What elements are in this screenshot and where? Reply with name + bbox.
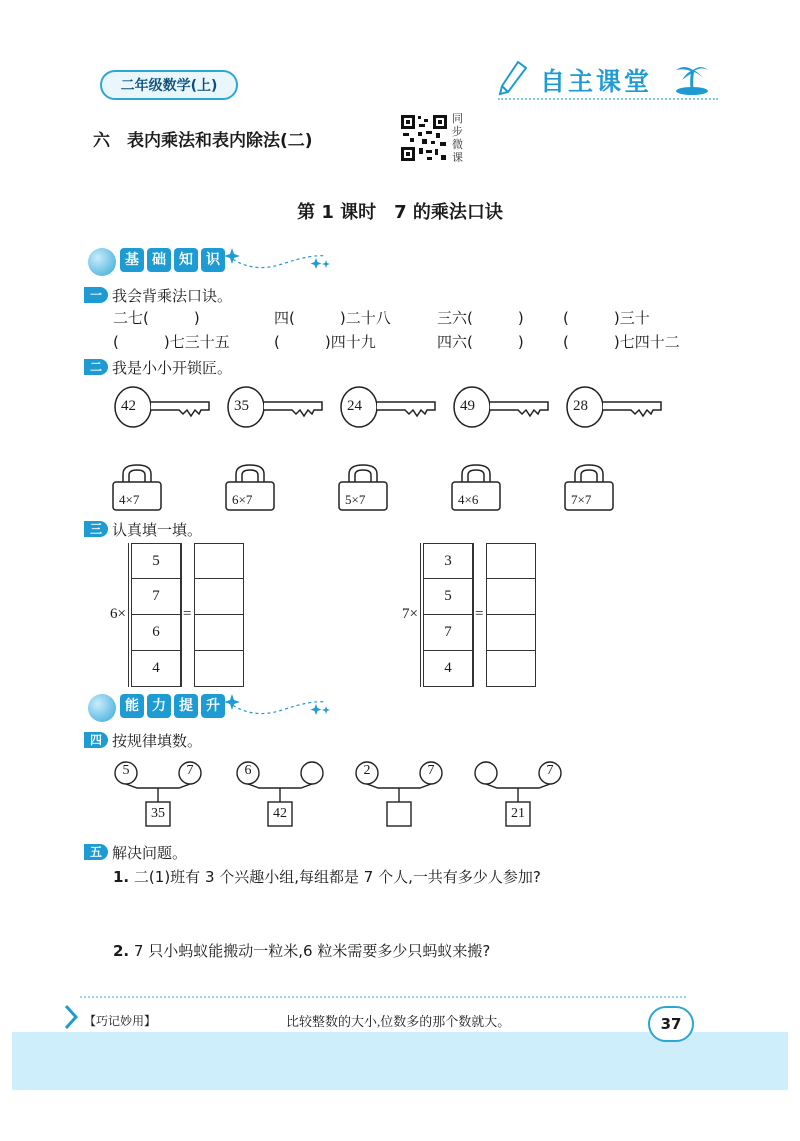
factor-cell: 3 — [423, 543, 473, 579]
footer-divider — [80, 996, 686, 998]
factor-column — [423, 543, 473, 687]
pattern-group — [355, 760, 447, 832]
q1-item[interactable]: ( )三十 — [563, 309, 650, 327]
question-1-header — [84, 284, 232, 306]
banner-char: 基 — [120, 248, 144, 272]
factor-cell: 7 — [131, 579, 181, 615]
answer-cell[interactable] — [486, 543, 536, 579]
factor-column — [131, 543, 181, 687]
answer-cell[interactable] — [194, 615, 244, 651]
pencil-icon — [498, 60, 528, 96]
pattern-group — [474, 760, 566, 832]
q1-item[interactable]: 二七( ) — [113, 309, 200, 327]
question-2-header — [84, 356, 232, 378]
lock-label: 7×7 — [571, 492, 592, 507]
qr-caption-char: 微 — [452, 138, 463, 151]
factor-cell: 4 — [423, 651, 473, 687]
banner-char: 识 — [201, 248, 225, 272]
pattern-number-a[interactable]: 2 — [363, 763, 371, 778]
grade-badge: 二年级数学(上) — [100, 70, 238, 100]
question-title: 我是小小开锁匠。 — [112, 358, 233, 377]
equals-sign: = — [183, 606, 192, 622]
q1-item[interactable]: 三六( ) — [437, 309, 524, 327]
palm-island-icon — [672, 60, 712, 96]
footer-tag: 【巧记妙用】 — [84, 1014, 157, 1028]
question-number: 五 — [84, 844, 108, 860]
sparkle-trail-icon — [222, 244, 334, 276]
pattern-group — [114, 760, 206, 832]
answer-cell[interactable] — [194, 579, 244, 615]
equals-sign: = — [475, 606, 484, 622]
word-problem — [113, 940, 490, 961]
question-title: 我会背乘法口诀。 — [112, 286, 233, 305]
banner-char: 础 — [147, 248, 171, 272]
multiplier-label: 6× — [110, 606, 126, 622]
globe-icon — [88, 248, 116, 276]
pattern-result[interactable]: 21 — [511, 806, 525, 821]
pattern-number-a[interactable]: 6 — [244, 763, 252, 778]
factor-cell: 5 — [131, 543, 181, 579]
q1-item[interactable]: ( )四十九 — [274, 333, 376, 351]
question-title: 解决问题。 — [112, 843, 188, 862]
banner-char: 知 — [174, 248, 198, 272]
factor-cell: 6 — [131, 615, 181, 651]
key-number: 49 — [460, 398, 475, 414]
qr-caption-char: 步 — [452, 125, 463, 138]
section-banner-advance — [88, 694, 228, 724]
question-4-header — [84, 729, 202, 751]
multiplier-label: 7× — [402, 606, 418, 622]
key-number: 24 — [347, 398, 362, 414]
pattern-group — [236, 760, 328, 832]
qr-code-icon[interactable] — [400, 114, 448, 162]
question-number: 一 — [84, 287, 108, 303]
lock-label: 5×7 — [345, 492, 366, 507]
problem-text: 7 只小蚂蚁能搬动一粒米,6 粒米需要多少只蚂蚁来搬? — [133, 942, 491, 960]
question-3-header — [84, 518, 202, 540]
q1-item[interactable]: ( )七三十五 — [113, 333, 230, 351]
footer-tip: 比较整数的大小,位数多的那个数就大。 — [286, 1014, 511, 1029]
lock-label: 4×6 — [458, 492, 479, 507]
unit-title: 六 表内乘法和表内除法(二) — [93, 131, 313, 151]
question-title: 认真填一填。 — [112, 520, 203, 539]
q1-item[interactable]: 四( )二十八 — [274, 309, 391, 327]
problem-number: 1. — [113, 868, 130, 886]
header-divider — [498, 98, 718, 100]
answer-cell[interactable] — [486, 615, 536, 651]
pattern-number-b[interactable]: 7 — [186, 763, 194, 778]
answer-cell[interactable] — [486, 651, 536, 687]
pattern-number-b[interactable]: 7 — [546, 763, 554, 778]
question-number: 四 — [84, 732, 108, 748]
qr-caption-char: 课 — [452, 151, 463, 164]
brand-title: 自主课堂 — [540, 67, 653, 96]
pattern-result[interactable]: 35 — [151, 806, 165, 821]
banner-char: 力 — [147, 694, 171, 718]
banner-char: 升 — [201, 694, 225, 718]
question-title: 按规律填数。 — [112, 731, 203, 750]
lesson-title: 第 1 课时 7 的乘法口诀 — [297, 202, 503, 223]
factor-cell: 4 — [131, 651, 181, 687]
lock-label: 4×7 — [119, 492, 140, 507]
sparkle-trail-icon — [222, 690, 334, 722]
pattern-number-a[interactable]: 5 — [122, 763, 130, 778]
qr-caption-char: 同 — [452, 112, 463, 125]
problem-text: 二(1)班有 3 个兴趣小组,每组都是 7 个人,一共有多少人参加? — [133, 868, 541, 886]
qr-caption — [452, 112, 466, 164]
pattern-number-b[interactable]: 7 — [427, 763, 435, 778]
key-number: 28 — [573, 398, 588, 414]
banner-char: 提 — [174, 694, 198, 718]
question-number: 二 — [84, 359, 108, 375]
question-number: 三 — [84, 521, 108, 537]
banner-char: 能 — [120, 694, 144, 718]
section-banner-basic — [88, 248, 228, 278]
lock-label: 6×7 — [232, 492, 253, 507]
page-number: 37 — [648, 1006, 694, 1042]
answer-cell[interactable] — [194, 651, 244, 687]
chevron-right-icon — [64, 1004, 78, 1030]
key-number: 42 — [121, 398, 136, 414]
answer-cell[interactable] — [194, 543, 244, 579]
answer-cell[interactable] — [486, 579, 536, 615]
answer-column — [194, 543, 244, 687]
q1-item[interactable]: ( )七四十二 — [563, 333, 680, 351]
question-5-header — [84, 841, 187, 863]
key-number: 35 — [234, 398, 249, 414]
pattern-result[interactable]: 42 — [273, 806, 287, 821]
factor-cell: 7 — [423, 615, 473, 651]
globe-icon — [88, 694, 116, 722]
answer-column — [486, 543, 536, 687]
q1-item[interactable]: 四六( ) — [437, 333, 524, 351]
word-problem — [113, 866, 541, 887]
problem-number: 2. — [113, 942, 130, 960]
factor-cell: 5 — [423, 579, 473, 615]
